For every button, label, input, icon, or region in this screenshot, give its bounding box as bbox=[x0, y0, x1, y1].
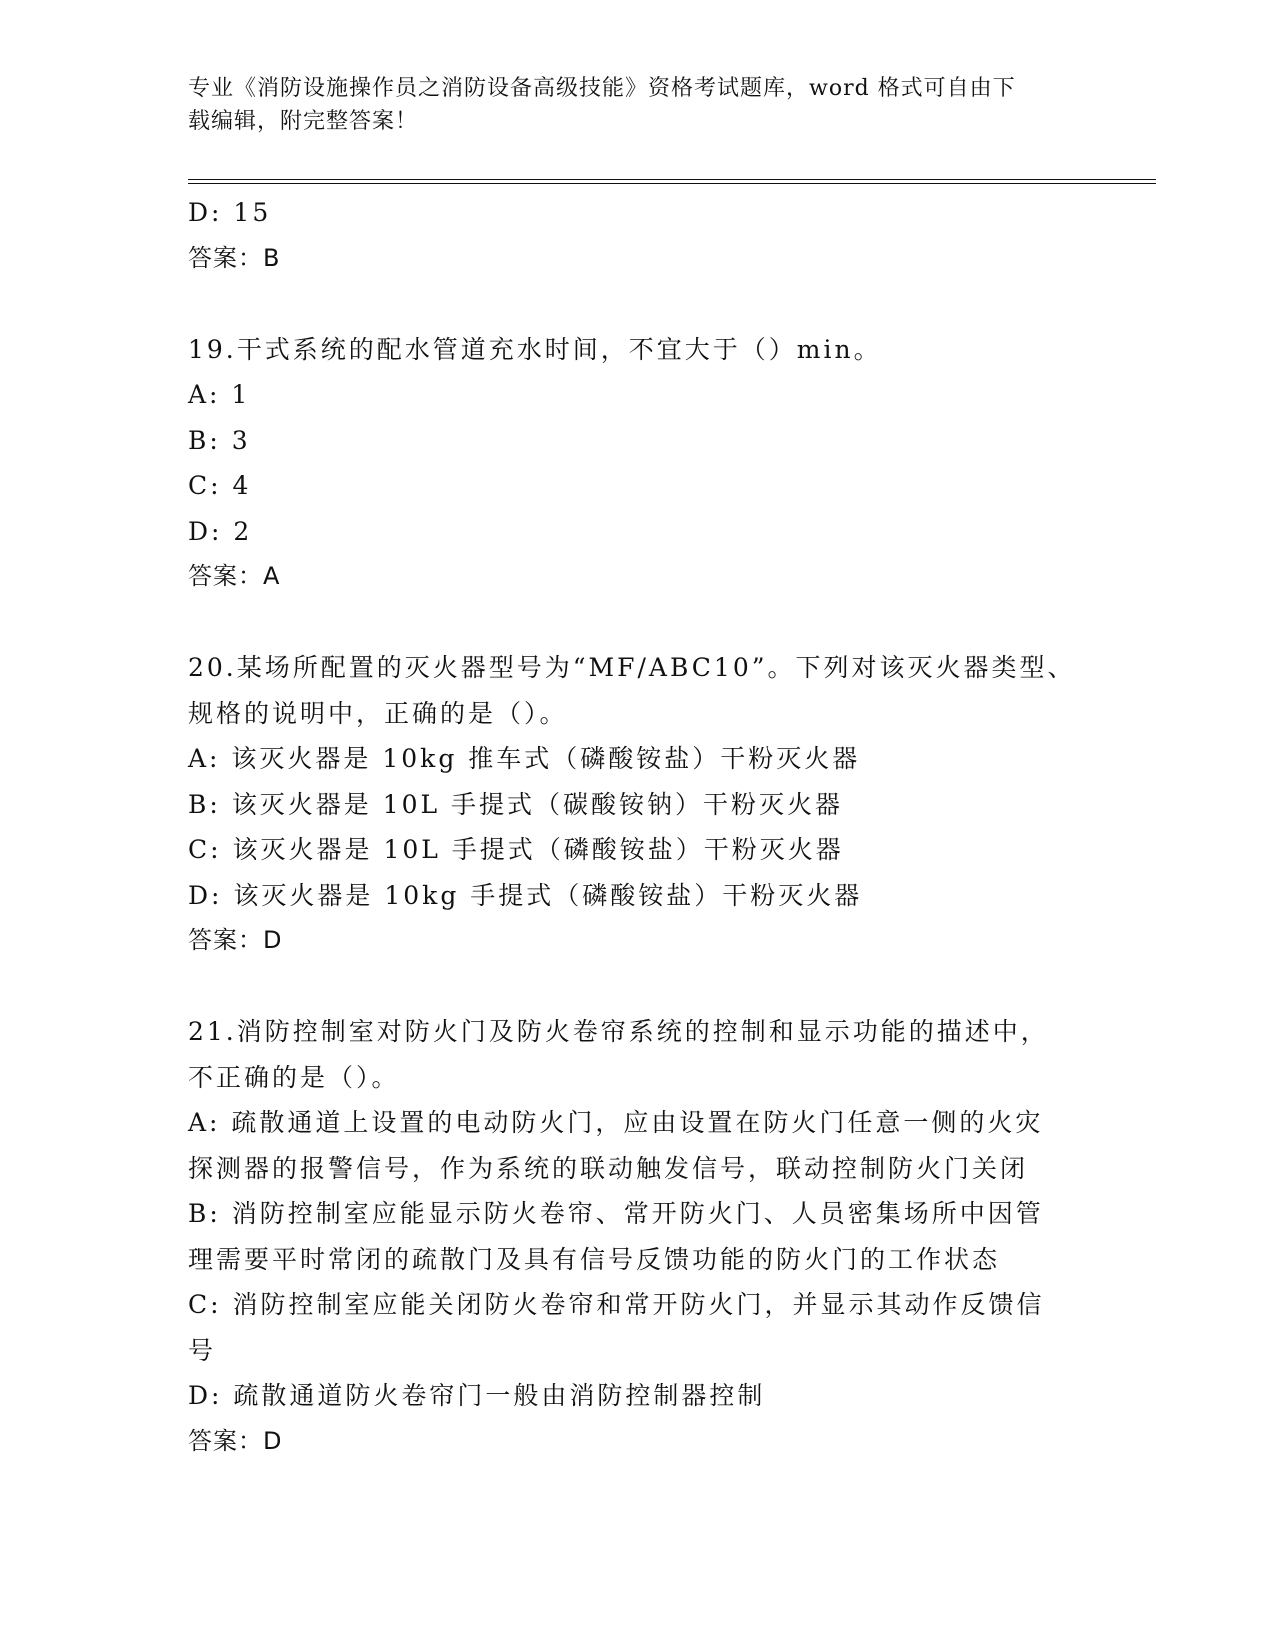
question-21-option-c-line-1: C: 消防控制室应能关闭防火卷帘和常开防火门，并显示其动作反馈信 bbox=[188, 1290, 1045, 1319]
question-20-stem-line-2: 规格的说明中，正确的是（）。 bbox=[188, 698, 568, 728]
question-content bbox=[188, 190, 1088, 1464]
question-21-option-b-line-2: 理需要平时常闭的疏散门及具有信号反馈功能的防火门的工作状态 bbox=[188, 1244, 1001, 1274]
question-19-option-c: C: 4 bbox=[188, 471, 252, 500]
question-21-option-b-line-1: B: 消防控制室应能显示防火卷帘、常开防火门、人员密集场所中因管 bbox=[188, 1199, 1044, 1228]
document-header bbox=[188, 72, 1088, 138]
question-20-option-b: B: 该灭火器是 10L 手提式（碳酸铵钠）干粉灭火器 bbox=[188, 789, 844, 819]
header-divider-top bbox=[188, 179, 1156, 180]
question-21-option-a-line-1: A: 疏散通道上设置的电动防火门，应由设置在防火门任意一侧的火灾 bbox=[188, 1108, 1044, 1137]
question-20-option-a: A: 该灭火器是 10kg 推车式（磷酸铵盐）干粉灭火器 bbox=[188, 744, 861, 773]
question-21-stem-line-2: 不正确的是（）。 bbox=[188, 1062, 400, 1092]
question-20 bbox=[188, 645, 1088, 964]
question-19-stem: 19.干式系统的配水管道充水时间，不宜大于（）min。 bbox=[188, 334, 882, 364]
spacer bbox=[188, 600, 1088, 646]
spacer bbox=[188, 964, 1088, 1010]
question-19-option-a: A: 1 bbox=[188, 380, 251, 409]
question-21-answer: 答案：D bbox=[188, 1426, 283, 1455]
question-19-option-d: D: 2 bbox=[188, 516, 253, 546]
prev-option-d: D: 15 bbox=[188, 198, 272, 227]
question-21-stem-line-1: 21.消防控制室对防火门及防火卷帘系统的控制和显示功能的描述中， bbox=[188, 1017, 1049, 1046]
question-20-stem-line-1: 20.某场所配置的灭火器型号为“MF/ABC10”。下列对该灭火器类型、 bbox=[188, 653, 1076, 682]
spacer bbox=[188, 281, 1088, 327]
question-19 bbox=[188, 327, 1088, 600]
question-21-option-d: D: 疏散通道防火卷帘门一般由消防控制器控制 bbox=[188, 1381, 766, 1410]
question-21 bbox=[188, 1009, 1088, 1464]
prev-answer: 答案：B bbox=[188, 243, 281, 272]
header-divider-bottom bbox=[188, 183, 1156, 184]
question-21-option-c-line-2: 号 bbox=[188, 1335, 217, 1365]
question-20-option-c: C: 该灭火器是 10L 手提式（磷酸铵盐）干粉灭火器 bbox=[188, 835, 844, 864]
question-20-option-d: D: 该灭火器是 10kg 手提式（磷酸铵盐）干粉灭火器 bbox=[188, 880, 863, 910]
question-20-answer: 答案：D bbox=[188, 926, 283, 954]
question-19-answer: 答案：A bbox=[188, 562, 281, 590]
question-21-option-a-line-2: 探测器的报警信号，作为系统的联动触发信号，联动控制防火门关闭 bbox=[188, 1153, 1029, 1183]
header-line-1: 专业《消防设施操作员之消防设备高级技能》资格考试题库，word 格式可自由下 bbox=[188, 76, 1016, 101]
header-line-2: 载编辑，附完整答案！ bbox=[188, 109, 419, 134]
question-19-option-b: B: 3 bbox=[188, 425, 251, 455]
